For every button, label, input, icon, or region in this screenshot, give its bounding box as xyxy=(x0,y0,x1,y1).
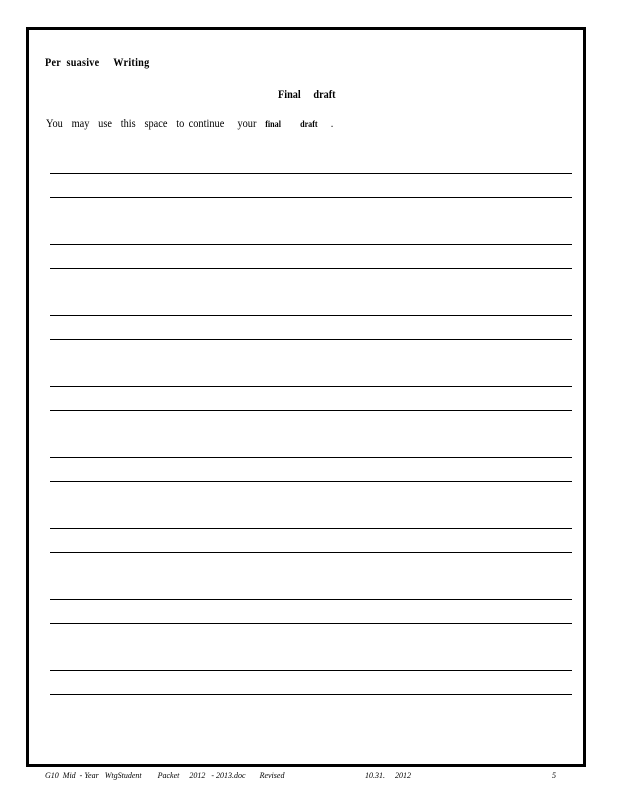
writing-line xyxy=(50,552,572,553)
writing-line xyxy=(50,244,572,245)
writing-line xyxy=(50,599,572,600)
instruction-emphasis: final draft xyxy=(265,119,318,129)
writing-line xyxy=(50,173,572,174)
writing-line xyxy=(50,528,572,529)
writing-line xyxy=(50,670,572,671)
writing-line xyxy=(50,481,572,482)
footer-page-number: 5 xyxy=(552,771,556,780)
document-subheading: Final draft xyxy=(278,87,336,101)
writing-line xyxy=(50,339,572,340)
instruction-text xyxy=(46,118,333,130)
instruction-suffix: . xyxy=(317,118,334,130)
footer-file-info: G10 Mid - Year WtgStudent Packet 2012 - 2013.doc Revised xyxy=(45,771,285,780)
writing-line xyxy=(50,410,572,411)
writing-line xyxy=(50,268,572,269)
writing-line xyxy=(50,623,572,624)
writing-line xyxy=(50,386,572,387)
footer-date: 10.31. 2012 xyxy=(365,771,411,780)
writing-line xyxy=(50,197,572,198)
instruction-prefix: You may use this space to continue your xyxy=(46,118,266,130)
writing-line xyxy=(50,457,572,458)
document-heading: Per suasive Writing xyxy=(45,55,150,69)
writing-line xyxy=(50,315,572,316)
page-border xyxy=(26,27,586,767)
writing-line xyxy=(50,694,572,695)
